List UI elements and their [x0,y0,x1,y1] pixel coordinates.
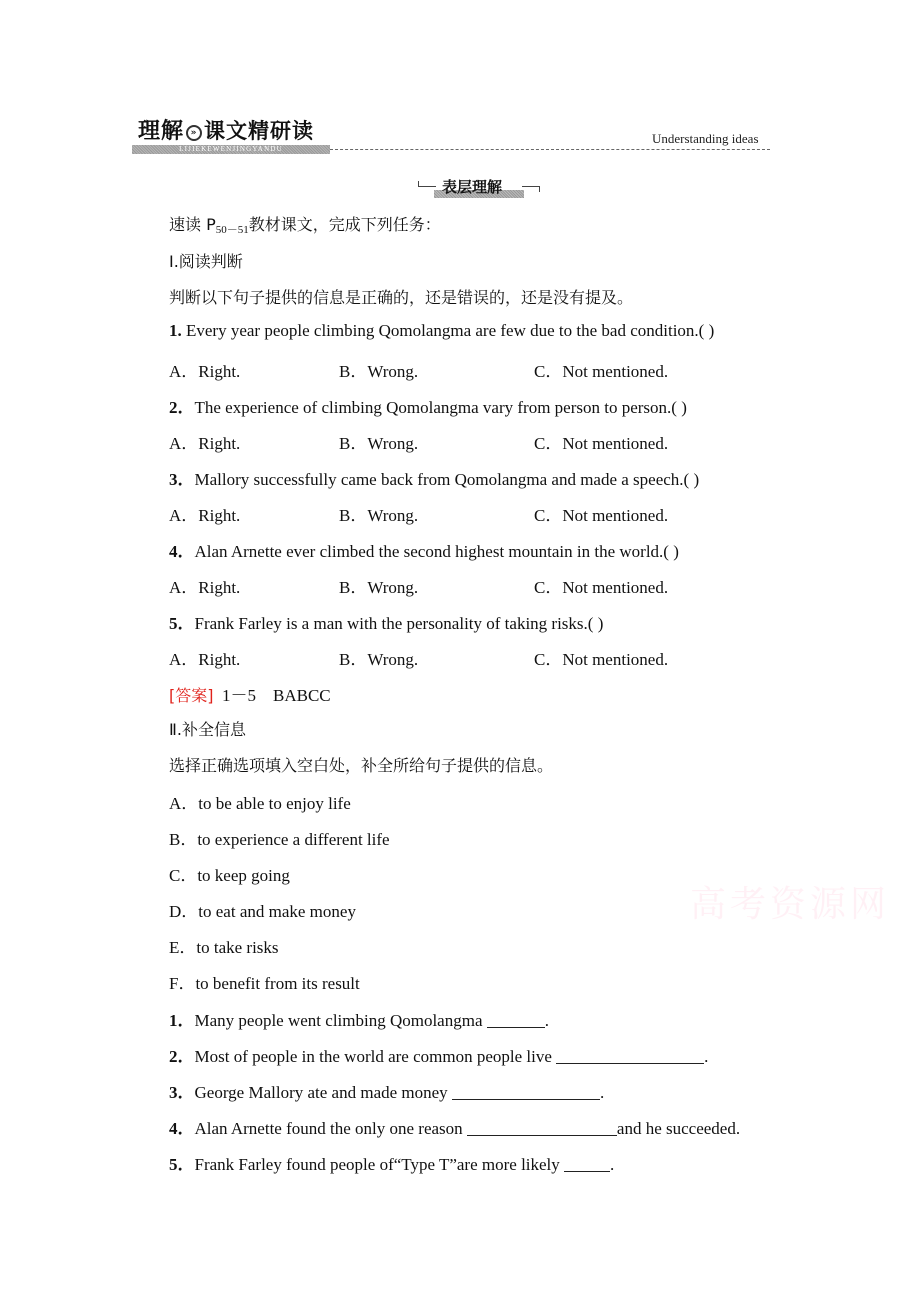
part2-question-4: 4．Alan Arnette found the only one reason and he succeeded. [169,1119,741,1138]
choice-f: F．to benefit from its result [169,974,360,993]
answer-blank[interactable] [452,1084,600,1100]
section-title [138,114,314,145]
answer-line [169,681,331,706]
tag-bracket-right [539,186,540,192]
part1-question-3: 3．Mallory successfully came back from Qomolangma and made a speech.( ) [169,470,700,489]
intro-suffix: 教材课文，完成下列任务： [248,215,441,234]
intro-prefix: 速读 P [169,215,216,234]
watermark: 高考资源网 [690,884,891,925]
option-c: C．Not mentioned. [534,506,669,525]
choice-c: C．to keep going [169,866,290,885]
part2-question-2: 2．Most of people in the world are common people live . [169,1047,709,1066]
answer-blank[interactable] [487,1012,545,1028]
option-b: B．Wrong. [339,506,419,525]
part1-question-4: 4．Alan Arnette ever climbed the second highest mountain in the world.( ) [169,542,679,561]
option-b: B．Wrong. [339,362,419,381]
part1-question-1: 1. Every year people climbing Qomolangma are few due to the bad condition.( ) [169,321,715,340]
answer-text: 1－5 BABCC [213,686,331,705]
choice-e: E．to take risks [169,938,279,957]
option-c: C．Not mentioned. [534,578,669,597]
option-a: A．Right. [169,362,241,381]
answer-label: [答案] [169,686,214,705]
option-a: A．Right. [169,578,241,597]
section-tag-label: 表层理解 [442,178,503,196]
option-a: A．Right. [169,434,241,453]
option-c: C．Not mentioned. [534,362,669,381]
option-c: C．Not mentioned. [534,434,669,453]
intro-line [169,212,441,237]
option-a: A．Right. [169,650,241,669]
part2-question-1: 1．Many people went climbing Qomolangma . [169,1011,549,1030]
option-b: B．Wrong. [339,578,419,597]
arrow-circle-icon: » [186,125,202,141]
part2-heading: Ⅱ.补全信息 [169,720,246,739]
part1-heading: Ⅰ.阅读判断 [169,252,243,271]
choice-a: A．to be able to enjoy life [169,794,351,813]
section-tag [418,176,540,198]
option-c: C．Not mentioned. [534,650,669,669]
intro-pages: 50－51 [215,224,249,236]
tag-line-left [418,186,436,187]
part1-question-5: 5．Frank Farley is a man with the personality of taking risks.( ) [169,614,604,633]
part2-instruction: 选择正确选项填入空白处，补全所给句子提供的信息。 [169,756,554,775]
header-divider [330,149,770,150]
header-english-label: Understanding ideas [652,131,759,146]
part2-question-3: 3．George Mallory ate and made money . [169,1083,605,1102]
tag-line-right [522,186,540,187]
option-b: B．Wrong. [339,434,419,453]
section-title-main: 理解 [138,119,185,144]
choice-d: D．to eat and make money [169,902,356,921]
choice-b: B．to experience a different life [169,830,390,849]
answer-blank[interactable] [564,1156,610,1172]
section-title-sub: 课文精研读 [204,119,315,143]
option-a: A．Right. [169,506,241,525]
pinyin-band: LIJIEKEWENJINGYANDU [132,145,330,154]
option-b: B．Wrong. [339,650,419,669]
answer-blank[interactable] [556,1048,704,1064]
part1-instruction: 判断以下句子提供的信息是正确的，还是错误的，还是没有提及。 [169,288,634,307]
part2-question-5: 5．Frank Farley found people of“Type T”are more likely . [169,1155,615,1174]
part1-question-2: 2．The experience of climbing Qomolangma vary from person to person.( ) [169,398,687,417]
answer-blank[interactable] [467,1120,617,1136]
